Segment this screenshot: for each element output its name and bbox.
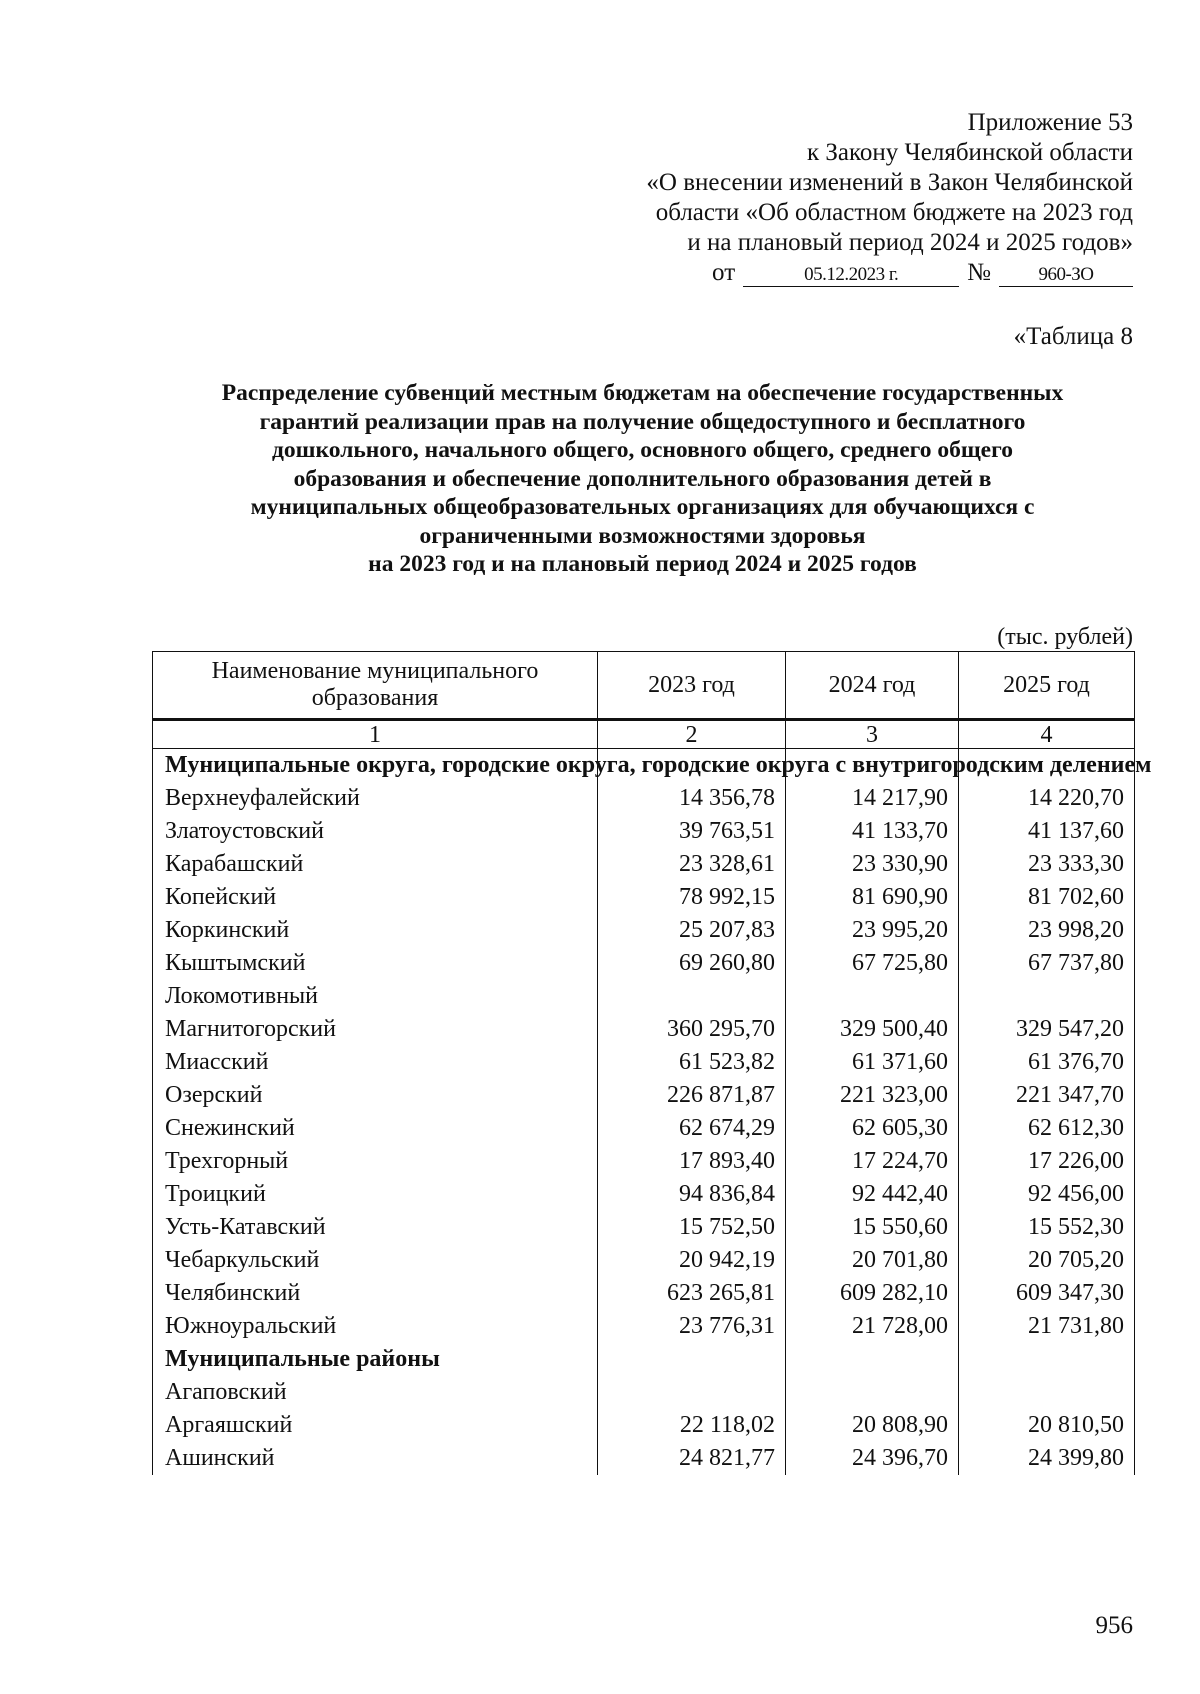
title-line: на 2023 год и на плановый период 2024 и 2025 годов <box>368 551 917 577</box>
table-row <box>153 1310 1135 1343</box>
municipality-name: Магнитогорский <box>153 1013 598 1046</box>
table-row <box>153 1046 1135 1079</box>
value-2024: 15 550,60 <box>786 1211 959 1244</box>
value-2025: 329 547,20 <box>959 1013 1135 1046</box>
value-2023: 25 207,83 <box>598 914 786 947</box>
value-2025: 21 731,80 <box>959 1310 1135 1343</box>
value-2023: 17 893,40 <box>598 1145 786 1178</box>
value-2024: 21 728,00 <box>786 1310 959 1343</box>
column-header-2025: 2025 год <box>959 652 1135 720</box>
municipality-name: Трехгорный <box>153 1145 598 1178</box>
column-number: 1 <box>153 720 598 749</box>
municipality-name: Аргаяшский <box>153 1409 598 1442</box>
value-2024: 14 217,90 <box>786 782 959 815</box>
title-line: гарантий реализации прав на получение общедоступного и бесплатного <box>259 408 1026 435</box>
value-2025: 23 998,20 <box>959 914 1135 947</box>
value-2024: 609 282,10 <box>786 1277 959 1310</box>
page-number: 956 <box>1095 1612 1133 1639</box>
column-number: 4 <box>959 720 1135 749</box>
appendix-header <box>646 108 1133 288</box>
empty-cell <box>959 1343 1135 1376</box>
value-2024: 23 330,90 <box>786 848 959 881</box>
table-row <box>153 815 1135 848</box>
value-2023: 78 992,15 <box>598 881 786 914</box>
municipality-name: Кыштымский <box>153 947 598 980</box>
table-row <box>153 1376 1135 1409</box>
municipality-name: Верхнеуфалейский <box>153 782 598 815</box>
value-2023: 94 836,84 <box>598 1178 786 1211</box>
value-2024: 20 808,90 <box>786 1409 959 1442</box>
value-2024: 61 371,60 <box>786 1046 959 1079</box>
number-label: № <box>967 259 991 286</box>
column-number-row <box>153 720 1135 749</box>
table-row <box>153 1112 1135 1145</box>
value-2025: 67 737,80 <box>959 947 1135 980</box>
law-date-number-line <box>646 258 1133 288</box>
value-2025: 20 705,20 <box>959 1244 1135 1277</box>
table-row <box>153 1277 1135 1310</box>
municipality-name: Южноуральский <box>153 1310 598 1343</box>
value-2023: 39 763,51 <box>598 815 786 848</box>
table-row <box>153 947 1135 980</box>
municipality-name: Агаповский <box>153 1376 598 1409</box>
value-2023 <box>598 1376 786 1409</box>
column-header-name: Наименование муниципального образования <box>153 652 598 720</box>
value-2025: 20 810,50 <box>959 1409 1135 1442</box>
municipality-name: Чебаркульский <box>153 1244 598 1277</box>
group-header-row <box>153 1343 1135 1376</box>
table-row <box>153 1409 1135 1442</box>
value-2024: 329 500,40 <box>786 1013 959 1046</box>
value-2025: 15 552,30 <box>959 1211 1135 1244</box>
table-row <box>153 1211 1135 1244</box>
municipality-name: Ашинский <box>153 1442 598 1475</box>
value-2023: 24 821,77 <box>598 1442 786 1475</box>
value-2025: 221 347,70 <box>959 1079 1135 1112</box>
column-header-2024: 2024 год <box>786 652 959 720</box>
value-2023: 69 260,80 <box>598 947 786 980</box>
municipality-name: Усть-Катавский <box>153 1211 598 1244</box>
empty-cell <box>598 1343 786 1376</box>
table-row <box>153 1079 1135 1112</box>
value-2023: 15 752,50 <box>598 1211 786 1244</box>
table-row <box>153 1145 1135 1178</box>
title-line: муниципальных общеобразовательных организациях для обучающихся с <box>250 494 1035 520</box>
value-2024: 23 995,20 <box>786 914 959 947</box>
title-line: Распределение субвенций местным бюджетам на обеспечение государственных <box>221 380 1064 406</box>
municipality-name: Челябинский <box>153 1277 598 1310</box>
value-2025 <box>959 1376 1135 1409</box>
value-2025: 23 333,30 <box>959 848 1135 881</box>
group-label: Муниципальные округа, городские округа, городские округа с внутригородским делением <box>153 749 598 783</box>
appendix-line: «О внесении изменений в Закон Челябинской <box>646 169 1133 196</box>
appendix-line: Приложение 53 <box>967 109 1133 136</box>
municipality-name: Троицкий <box>153 1178 598 1211</box>
from-label: от <box>712 259 736 286</box>
value-2023: 23 328,61 <box>598 848 786 881</box>
column-number: 3 <box>786 720 959 749</box>
municipality-name: Карабашский <box>153 848 598 881</box>
value-2024: 67 725,80 <box>786 947 959 980</box>
empty-cell <box>786 1343 959 1376</box>
value-2023: 226 871,87 <box>598 1079 786 1112</box>
law-date: 05.12.2023 г. <box>743 264 959 287</box>
value-2024: 221 323,00 <box>786 1079 959 1112</box>
title-line: образования и обеспечение дополнительного образования детей в <box>293 465 992 492</box>
value-2025: 17 226,00 <box>959 1145 1135 1178</box>
value-2024: 17 224,70 <box>786 1145 959 1178</box>
value-2025: 62 612,30 <box>959 1112 1135 1145</box>
value-2023: 62 674,29 <box>598 1112 786 1145</box>
value-2024: 20 701,80 <box>786 1244 959 1277</box>
value-2025: 92 456,00 <box>959 1178 1135 1211</box>
value-2023: 14 356,78 <box>598 782 786 815</box>
table-row <box>153 1178 1135 1211</box>
value-2025: 41 137,60 <box>959 815 1135 848</box>
value-2024: 92 442,40 <box>786 1178 959 1211</box>
table-row <box>153 1442 1135 1475</box>
value-2023: 23 776,31 <box>598 1310 786 1343</box>
municipality-name: Копейский <box>153 881 598 914</box>
table-row <box>153 1244 1135 1277</box>
value-2025: 24 399,80 <box>959 1442 1135 1475</box>
table-row <box>153 848 1135 881</box>
table-row <box>153 914 1135 947</box>
municipality-name: Коркинский <box>153 914 598 947</box>
municipality-name: Озерский <box>153 1079 598 1112</box>
subvention-table <box>152 651 1152 1475</box>
value-2025 <box>959 980 1135 1013</box>
title-line: ограниченными возможностями здоровья <box>419 522 866 549</box>
value-2025: 609 347,30 <box>959 1277 1135 1310</box>
value-2023 <box>598 980 786 1013</box>
value-2023: 623 265,81 <box>598 1277 786 1310</box>
title-line: дошкольного, начального общего, основного общего, среднего общего <box>272 437 1013 463</box>
units-label: (тыс. рублей) <box>997 624 1133 650</box>
table-label: «Таблица 8 <box>1013 323 1133 350</box>
value-2023: 20 942,19 <box>598 1244 786 1277</box>
column-number: 2 <box>598 720 786 749</box>
table-row <box>153 1013 1135 1046</box>
table-body <box>153 749 1152 1476</box>
appendix-line: области «Об областном бюджете на 2023 год <box>655 199 1133 226</box>
value-2024: 81 690,90 <box>786 881 959 914</box>
law-number: 960-ЗО <box>999 264 1133 287</box>
column-header-2023: 2023 год <box>598 652 786 720</box>
appendix-line: к Закону Челябинской области <box>807 139 1133 166</box>
table-row <box>153 980 1135 1013</box>
appendix-line: и на плановый период 2024 и 2025 годов» <box>687 229 1133 256</box>
municipality-name: Златоустовский <box>153 815 598 848</box>
value-2025: 14 220,70 <box>959 782 1135 815</box>
value-2024: 62 605,30 <box>786 1112 959 1145</box>
value-2024: 24 396,70 <box>786 1442 959 1475</box>
value-2024 <box>786 980 959 1013</box>
table-header-row <box>153 652 1135 720</box>
value-2024 <box>786 1376 959 1409</box>
document-title <box>150 379 1135 579</box>
group-header-row <box>153 749 1135 783</box>
municipality-name: Снежинский <box>153 1112 598 1145</box>
value-2023: 360 295,70 <box>598 1013 786 1046</box>
value-2023: 61 523,82 <box>598 1046 786 1079</box>
municipality-name: Миасский <box>153 1046 598 1079</box>
group-label: Муниципальные районы <box>153 1343 598 1376</box>
table-row <box>153 881 1135 914</box>
municipality-name: Локомотивный <box>153 980 598 1013</box>
value-2023: 22 118,02 <box>598 1409 786 1442</box>
value-2025: 81 702,60 <box>959 881 1135 914</box>
table-row <box>153 782 1135 815</box>
value-2024: 41 133,70 <box>786 815 959 848</box>
value-2025: 61 376,70 <box>959 1046 1135 1079</box>
